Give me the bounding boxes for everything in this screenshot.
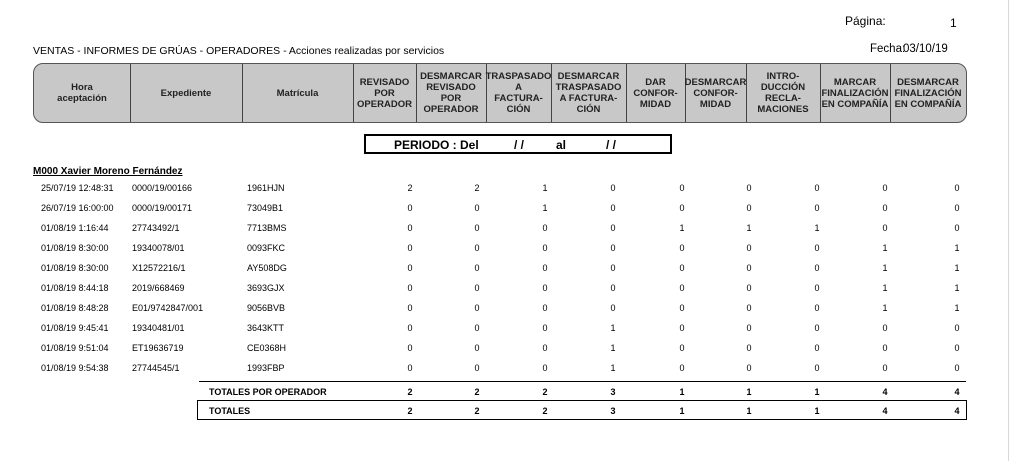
cell-value: 0 bbox=[814, 263, 820, 273]
cell-value: 0 bbox=[814, 203, 820, 213]
period-to: / / bbox=[606, 138, 617, 152]
column-header-line: REVISADO bbox=[426, 82, 476, 93]
cell-value: 0 bbox=[679, 343, 685, 353]
cell-value: 0 bbox=[610, 183, 616, 193]
cell-value: 0 bbox=[474, 243, 480, 253]
table-row bbox=[0, 318, 1008, 338]
cell-value: 0 bbox=[882, 183, 888, 193]
cell-hora: 25/07/19 12:48:31 bbox=[41, 183, 114, 193]
cell-value: 0 bbox=[610, 203, 616, 213]
cell-hora: 01/08/19 8:48:28 bbox=[41, 303, 109, 313]
cell-value: 0 bbox=[407, 343, 413, 353]
cell-value: 0 bbox=[542, 343, 548, 353]
cell-value: 0 bbox=[746, 203, 752, 213]
totals-value: 3 bbox=[610, 406, 616, 416]
operator-name: M000 Xavier Moreno Fernández bbox=[33, 166, 183, 177]
period-to-label: al bbox=[556, 138, 567, 152]
column-header-line: DESMARCAR bbox=[557, 71, 620, 82]
cell-value: 0 bbox=[882, 323, 888, 333]
column-header-line: FINALIZACIÓN bbox=[821, 87, 889, 99]
column-header-line: MIDAD bbox=[699, 98, 732, 110]
cell-value: 0 bbox=[746, 183, 752, 193]
table-row bbox=[0, 278, 1008, 298]
cell-value: 0 bbox=[542, 363, 548, 373]
cell-value: 1 bbox=[542, 183, 548, 193]
column-header bbox=[685, 64, 747, 122]
cell-value: 0 bbox=[679, 323, 685, 333]
column-header bbox=[416, 64, 487, 122]
page-label: Página: bbox=[845, 14, 886, 28]
cell-value: 0 bbox=[679, 243, 685, 253]
column-header-line: DESMARCAR bbox=[420, 71, 482, 82]
column-header-line: MACIONES bbox=[757, 104, 809, 115]
cell-matricula: 1961HJN bbox=[247, 183, 285, 193]
column-header-line: DAR bbox=[645, 76, 666, 88]
cell-value: 0 bbox=[542, 263, 548, 273]
table-row bbox=[0, 198, 1008, 218]
column-header-line: aceptación bbox=[57, 93, 107, 104]
cell-value: 1 bbox=[610, 323, 616, 333]
cell-hora: 01/08/19 9:51:04 bbox=[41, 343, 109, 353]
cell-value: 0 bbox=[474, 363, 480, 373]
cell-value: 1 bbox=[610, 343, 616, 353]
cell-value: 0 bbox=[407, 243, 413, 253]
cell-expediente: 19340078/01 bbox=[132, 243, 185, 253]
column-header-line: REVISADO bbox=[359, 76, 410, 88]
cell-value: 0 bbox=[746, 323, 752, 333]
column-header-line: A FACTURA- bbox=[559, 93, 618, 104]
column-header-line: OPERADOR bbox=[357, 98, 412, 110]
column-header bbox=[890, 64, 966, 122]
cell-value: 0 bbox=[610, 223, 616, 233]
table-row bbox=[0, 238, 1008, 258]
cell-value: 0 bbox=[954, 183, 960, 193]
cell-expediente: 27744545/1 bbox=[132, 363, 180, 373]
column-header bbox=[746, 64, 821, 122]
totals-separator bbox=[199, 381, 966, 382]
cell-expediente: X12572216/1 bbox=[132, 263, 186, 273]
column-header-line: Matrícula bbox=[276, 87, 319, 99]
cell-value: 0 bbox=[610, 243, 616, 253]
cell-value: 0 bbox=[954, 323, 960, 333]
column-header-line: CIÓN bbox=[576, 104, 601, 115]
column-header-line: CONFOR- bbox=[693, 87, 738, 99]
cell-value: 1 bbox=[746, 223, 752, 233]
cell-value: 1 bbox=[679, 223, 685, 233]
cell-value: 0 bbox=[542, 303, 548, 313]
totals-value: 2 bbox=[474, 387, 480, 397]
cell-value: 0 bbox=[407, 363, 413, 373]
cell-value: 1 bbox=[882, 263, 888, 273]
column-header-line: FACTURA- bbox=[494, 93, 543, 104]
period-from: / / bbox=[514, 138, 525, 152]
cell-value: 1 bbox=[814, 223, 820, 233]
cell-value: 0 bbox=[746, 283, 752, 293]
cell-value: 1 bbox=[882, 243, 888, 253]
column-header-line: MIDAD bbox=[639, 98, 672, 110]
cell-value: 0 bbox=[679, 283, 685, 293]
cell-value: 1 bbox=[954, 303, 960, 313]
cell-value: 0 bbox=[814, 183, 820, 193]
column-header bbox=[353, 64, 417, 122]
cell-hora: 01/08/19 8:30:00 bbox=[41, 263, 109, 273]
column-header-line: OPERADOR bbox=[423, 104, 479, 115]
table-row bbox=[0, 178, 1008, 198]
totals-value: 4 bbox=[954, 387, 960, 397]
column-header-line: FINALIZACIÓN bbox=[894, 87, 962, 99]
cell-value: 0 bbox=[679, 303, 685, 313]
cell-matricula: 0093FKC bbox=[247, 243, 286, 253]
totals-value: 2 bbox=[542, 406, 548, 416]
table-row bbox=[0, 358, 1008, 378]
cell-value: 0 bbox=[407, 263, 413, 273]
totals-value: 1 bbox=[746, 406, 752, 416]
cell-value: 0 bbox=[474, 283, 480, 293]
cell-value: 1 bbox=[954, 243, 960, 253]
cell-value: 0 bbox=[882, 343, 888, 353]
column-header-line: TRASPASADO bbox=[485, 71, 552, 82]
cell-value: 0 bbox=[954, 223, 960, 233]
cell-value: 0 bbox=[542, 323, 548, 333]
cell-expediente: 0000/19/00166 bbox=[132, 183, 193, 193]
cell-hora: 01/08/19 8:30:00 bbox=[41, 243, 109, 253]
period-box bbox=[364, 134, 672, 154]
cell-value: 1 bbox=[954, 263, 960, 273]
column-header-line: POR bbox=[440, 93, 462, 104]
cell-value: 0 bbox=[407, 203, 413, 213]
cell-matricula: 9056BVB bbox=[247, 303, 286, 313]
cell-value: 2 bbox=[474, 183, 480, 193]
column-header-line: TRASPASADO bbox=[555, 82, 622, 93]
cell-value: 0 bbox=[610, 303, 616, 313]
cell-value: 0 bbox=[746, 343, 752, 353]
cell-value: 0 bbox=[746, 363, 752, 373]
cell-value: 0 bbox=[474, 303, 480, 313]
cell-value: 0 bbox=[610, 263, 616, 273]
cell-value: 1 bbox=[610, 363, 616, 373]
totals-value: 1 bbox=[746, 387, 752, 397]
column-header-line: Hora bbox=[71, 82, 93, 93]
cell-hora: 01/08/19 9:45:41 bbox=[41, 323, 109, 333]
cell-value: 0 bbox=[814, 343, 820, 353]
cell-expediente: 0000/19/00171 bbox=[132, 203, 193, 213]
cell-hora: 26/07/19 16:00:00 bbox=[41, 203, 114, 213]
cell-value: 0 bbox=[954, 203, 960, 213]
cell-value: 0 bbox=[882, 223, 888, 233]
column-header-line: EN COMPAÑÍA bbox=[894, 98, 962, 110]
cell-hora: 01/08/19 9:54:38 bbox=[41, 363, 109, 373]
totals-value: 4 bbox=[882, 387, 888, 397]
cell-matricula: 7713BMS bbox=[247, 223, 287, 233]
cell-value: 0 bbox=[542, 243, 548, 253]
cell-hora: 01/08/19 1:16:44 bbox=[41, 223, 109, 233]
column-header-line: RECLA- bbox=[765, 93, 801, 104]
column-header-band bbox=[33, 63, 967, 123]
date-value: 03/10/19 bbox=[903, 43, 948, 55]
cell-value: 0 bbox=[407, 303, 413, 313]
table-row bbox=[0, 298, 1008, 318]
column-header-line: DUCCIÓN bbox=[760, 82, 806, 93]
cell-value: 0 bbox=[407, 323, 413, 333]
cell-value: 0 bbox=[679, 203, 685, 213]
totals-value: 2 bbox=[407, 406, 413, 416]
totals-value: 3 bbox=[610, 387, 616, 397]
cell-value: 0 bbox=[542, 223, 548, 233]
cell-value: 0 bbox=[954, 363, 960, 373]
cell-value: 0 bbox=[746, 243, 752, 253]
cell-matricula: 3693GJX bbox=[247, 283, 285, 293]
cell-value: 0 bbox=[679, 263, 685, 273]
column-header bbox=[130, 64, 243, 122]
table-row bbox=[0, 338, 1008, 358]
column-header-line: CIÓN bbox=[506, 104, 531, 115]
column-header-line: INTRO- bbox=[766, 71, 800, 82]
cell-value: 0 bbox=[814, 303, 820, 313]
page-number: 1 bbox=[950, 16, 957, 30]
totals-value: 4 bbox=[882, 406, 888, 416]
cell-value: 0 bbox=[746, 303, 752, 313]
cell-value: 1 bbox=[882, 283, 888, 293]
cell-expediente: E01/9742847/001 bbox=[132, 303, 204, 313]
totals-operator-row bbox=[0, 383, 1008, 401]
cell-value: 0 bbox=[474, 263, 480, 273]
report-title: VENTAS - INFORMES DE GRÚAS - OPERADORES - Acciones realizadas por servicios bbox=[33, 45, 445, 57]
table-row bbox=[0, 218, 1008, 238]
totals-value: 2 bbox=[474, 406, 480, 416]
cell-value: 0 bbox=[814, 323, 820, 333]
totals-label: TOTALES bbox=[209, 406, 251, 416]
cell-expediente: 19340481/01 bbox=[132, 323, 185, 333]
totals-label: TOTALES POR OPERADOR bbox=[209, 387, 327, 397]
totals-value: 1 bbox=[679, 406, 685, 416]
cell-value: 0 bbox=[407, 223, 413, 233]
cell-expediente: 27743492/1 bbox=[132, 223, 180, 233]
cell-value: 1 bbox=[882, 303, 888, 313]
cell-value: 0 bbox=[679, 363, 685, 373]
cell-matricula: 3643KTT bbox=[247, 323, 285, 333]
column-header bbox=[626, 64, 686, 122]
column-header-line: A bbox=[515, 82, 522, 93]
cell-value: 0 bbox=[882, 203, 888, 213]
totals-row bbox=[0, 402, 1008, 420]
cell-value: 0 bbox=[542, 283, 548, 293]
totals-value: 1 bbox=[679, 387, 685, 397]
cell-expediente: 2019/668469 bbox=[132, 283, 185, 293]
column-header bbox=[242, 64, 354, 122]
totals-value: 4 bbox=[954, 406, 960, 416]
cell-value: 0 bbox=[954, 343, 960, 353]
totals-value: 2 bbox=[542, 387, 548, 397]
cell-value: 0 bbox=[882, 363, 888, 373]
period-label: PERIODO : Del bbox=[394, 138, 479, 152]
column-header bbox=[34, 64, 131, 122]
cell-value: 0 bbox=[407, 283, 413, 293]
column-header-line: MARCAR bbox=[833, 76, 877, 88]
cell-value: 1 bbox=[954, 283, 960, 293]
cell-value: 0 bbox=[814, 283, 820, 293]
cell-matricula: AY508DG bbox=[247, 263, 287, 273]
column-header bbox=[551, 64, 627, 122]
totals-value: 1 bbox=[814, 387, 820, 397]
cell-value: 0 bbox=[474, 203, 480, 213]
cell-value: 0 bbox=[474, 343, 480, 353]
cell-matricula: CE0368H bbox=[247, 343, 287, 353]
cell-value: 0 bbox=[814, 243, 820, 253]
totals-value: 2 bbox=[407, 387, 413, 397]
cell-value: 0 bbox=[679, 183, 685, 193]
cell-value: 0 bbox=[814, 363, 820, 373]
date-label: Fecha: bbox=[870, 43, 906, 55]
cell-value: 0 bbox=[746, 263, 752, 273]
cell-value: 1 bbox=[542, 203, 548, 213]
column-header-line: EN COMPAÑÍA bbox=[821, 98, 889, 110]
totals-value: 1 bbox=[814, 406, 820, 416]
cell-value: 0 bbox=[474, 223, 480, 233]
column-header bbox=[486, 64, 552, 122]
table-row bbox=[0, 258, 1008, 278]
column-header-line: POR bbox=[374, 87, 395, 99]
column-header-line: DESMARCAR bbox=[684, 76, 747, 88]
column-header-line: Expediente bbox=[160, 87, 212, 99]
column-header bbox=[820, 64, 891, 122]
cell-matricula: 73049B1 bbox=[247, 203, 284, 213]
cell-value: 0 bbox=[610, 283, 616, 293]
cell-value: 2 bbox=[407, 183, 413, 193]
column-header-line: CONFOR- bbox=[633, 87, 678, 99]
cell-value: 0 bbox=[474, 323, 480, 333]
cell-matricula: 1993FBP bbox=[247, 363, 285, 373]
cell-hora: 01/08/19 8:44:18 bbox=[41, 283, 109, 293]
column-header-line: DESMARCAR bbox=[897, 76, 959, 88]
cell-expediente: ET19636719 bbox=[132, 343, 184, 353]
